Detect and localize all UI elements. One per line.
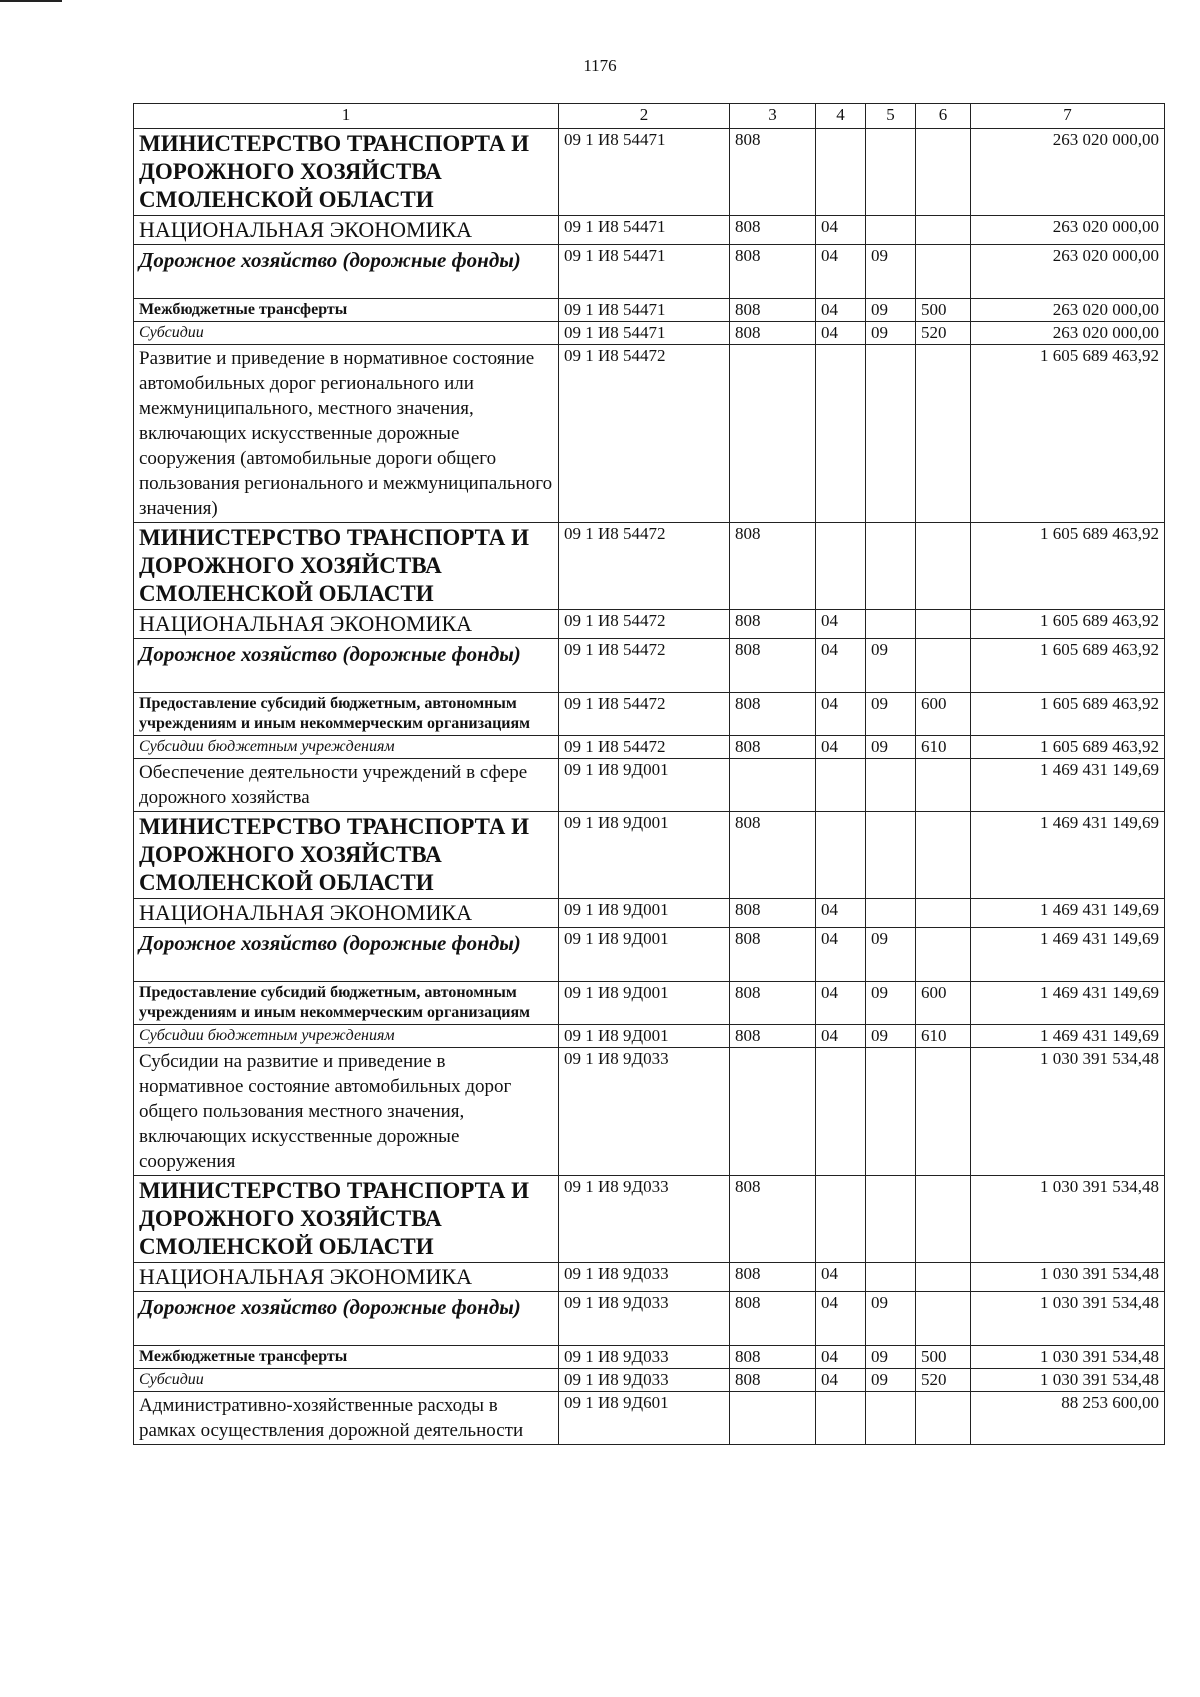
target-code-cell: 09 1 И8 54472: [559, 610, 730, 639]
row-name-cell: Субсидии: [134, 1369, 559, 1392]
expense-type-cell: 610: [916, 1025, 971, 1048]
subsection-code-cell: 09: [866, 982, 916, 1025]
expense-type-cell: [916, 345, 971, 523]
ministry-code-cell: 808: [730, 1176, 816, 1263]
ministry-code-cell: 808: [730, 1292, 816, 1346]
row-name-cell: Субсидии на развитие и приведение в нормативное состояние автомобильных дорог общего пользования местного значения, включающих искусственные дорожные сооружения: [134, 1048, 559, 1176]
target-code-cell: 09 1 И8 9Д001: [559, 812, 730, 899]
row-name-cell: Дорожное хозяйство (дорожные фонды): [134, 245, 559, 299]
subsection-code-cell: 09: [866, 299, 916, 322]
expense-type-cell: [916, 812, 971, 899]
subsection-code-cell: [866, 129, 916, 216]
expense-type-cell: [916, 610, 971, 639]
ministry-code-cell: 808: [730, 982, 816, 1025]
subsection-code-cell: [866, 759, 916, 812]
expense-type-cell: [916, 129, 971, 216]
subsection-code-cell: 09: [866, 1346, 916, 1369]
table-row: [134, 1392, 1165, 1445]
ministry-code-cell: 808: [730, 322, 816, 345]
expense-type-cell: 600: [916, 693, 971, 736]
scan-edge-mark: [0, 0, 62, 2]
table-row: [134, 322, 1165, 345]
table-row: [134, 1263, 1165, 1292]
column-number-row: [134, 104, 1165, 129]
target-code-cell: 09 1 И8 9Д001: [559, 928, 730, 982]
table-row: [134, 736, 1165, 759]
section-code-cell: 04: [816, 693, 866, 736]
subsection-code-cell: 09: [866, 1369, 916, 1392]
subsection-code-cell: [866, 1048, 916, 1176]
subsection-code-cell: [866, 899, 916, 928]
expense-type-cell: [916, 1292, 971, 1346]
amount-cell: 1 469 431 149,69: [971, 982, 1165, 1025]
ministry-code-cell: [730, 345, 816, 523]
expense-type-cell: 520: [916, 322, 971, 345]
row-name-cell: МИНИСТЕРСТВО ТРАНСПОРТА И ДОРОЖНОГО ХОЗЯЙСТВА СМОЛЕНСКОЙ ОБЛАСТИ: [134, 812, 559, 899]
column-header: 1: [134, 104, 559, 129]
ministry-code-cell: 808: [730, 1369, 816, 1392]
amount-cell: 263 020 000,00: [971, 245, 1165, 299]
expense-type-cell: 600: [916, 982, 971, 1025]
table-row: [134, 693, 1165, 736]
row-name-cell: Дорожное хозяйство (дорожные фонды): [134, 1292, 559, 1346]
column-header: 2: [559, 104, 730, 129]
section-code-cell: 04: [816, 1292, 866, 1346]
table-row: [134, 759, 1165, 812]
table-row: [134, 928, 1165, 982]
section-code-cell: 04: [816, 639, 866, 693]
column-header: 5: [866, 104, 916, 129]
subsection-code-cell: [866, 523, 916, 610]
target-code-cell: 09 1 И8 9Д033: [559, 1346, 730, 1369]
row-name-cell: НАЦИОНАЛЬНАЯ ЭКОНОМИКА: [134, 899, 559, 928]
amount-cell: 1 030 391 534,48: [971, 1176, 1165, 1263]
row-name-cell: Предоставление субсидий бюджетным, автономным учреждениям и иным некоммерческим организациям: [134, 693, 559, 736]
target-code-cell: 09 1 И8 54472: [559, 523, 730, 610]
row-name-cell: Межбюджетные трансферты: [134, 1346, 559, 1369]
column-header: 7: [971, 104, 1165, 129]
ministry-code-cell: 808: [730, 523, 816, 610]
amount-cell: 263 020 000,00: [971, 216, 1165, 245]
row-name-cell: МИНИСТЕРСТВО ТРАНСПОРТА И ДОРОЖНОГО ХОЗЯЙСТВА СМОЛЕНСКОЙ ОБЛАСТИ: [134, 1176, 559, 1263]
target-code-cell: 09 1 И8 54471: [559, 216, 730, 245]
row-name-cell: Административно-хозяйственные расходы в рамках осуществления дорожной деятельности: [134, 1392, 559, 1445]
subsection-code-cell: 09: [866, 322, 916, 345]
row-name-cell: Межбюджетные трансферты: [134, 299, 559, 322]
subsection-code-cell: 09: [866, 928, 916, 982]
amount-cell: 1 605 689 463,92: [971, 693, 1165, 736]
amount-cell: 1 605 689 463,92: [971, 523, 1165, 610]
row-name-cell: Субсидии бюджетным учреждениям: [134, 736, 559, 759]
section-code-cell: 04: [816, 610, 866, 639]
table-row: [134, 610, 1165, 639]
table-row: [134, 299, 1165, 322]
amount-cell: 1 605 689 463,92: [971, 610, 1165, 639]
subsection-code-cell: 09: [866, 1025, 916, 1048]
target-code-cell: 09 1 И8 54472: [559, 693, 730, 736]
section-code-cell: [816, 1176, 866, 1263]
target-code-cell: 09 1 И8 54472: [559, 345, 730, 523]
column-header: 4: [816, 104, 866, 129]
table-row: [134, 129, 1165, 216]
section-code-cell: 04: [816, 245, 866, 299]
ministry-code-cell: 808: [730, 812, 816, 899]
subsection-code-cell: [866, 216, 916, 245]
ministry-code-cell: 808: [730, 129, 816, 216]
table-row: [134, 345, 1165, 523]
amount-cell: 1 605 689 463,92: [971, 736, 1165, 759]
target-code-cell: 09 1 И8 9Д033: [559, 1048, 730, 1176]
section-code-cell: 04: [816, 322, 866, 345]
table-row: [134, 245, 1165, 299]
target-code-cell: 09 1 И8 9Д001: [559, 759, 730, 812]
subsection-code-cell: [866, 610, 916, 639]
expense-type-cell: [916, 639, 971, 693]
expense-type-cell: [916, 1263, 971, 1292]
section-code-cell: 04: [816, 1346, 866, 1369]
expense-type-cell: [916, 928, 971, 982]
target-code-cell: 09 1 И8 54471: [559, 299, 730, 322]
table-row: [134, 1292, 1165, 1346]
target-code-cell: 09 1 И8 54472: [559, 639, 730, 693]
row-name-cell: Обеспечение деятельности учреждений в сфере дорожного хозяйства: [134, 759, 559, 812]
ministry-code-cell: [730, 1392, 816, 1445]
subsection-code-cell: [866, 1263, 916, 1292]
expense-type-cell: [916, 523, 971, 610]
expense-type-cell: 500: [916, 299, 971, 322]
expense-type-cell: 500: [916, 1346, 971, 1369]
row-name-cell: Дорожное хозяйство (дорожные фонды): [134, 639, 559, 693]
amount-cell: 1 469 431 149,69: [971, 812, 1165, 899]
subsection-code-cell: 09: [866, 693, 916, 736]
expense-type-cell: [916, 1176, 971, 1263]
ministry-code-cell: 808: [730, 1025, 816, 1048]
expense-type-cell: [916, 759, 971, 812]
target-code-cell: 09 1 И8 9Д001: [559, 982, 730, 1025]
table-row: [134, 899, 1165, 928]
target-code-cell: 09 1 И8 9Д033: [559, 1263, 730, 1292]
target-code-cell: 09 1 И8 54471: [559, 245, 730, 299]
subsection-code-cell: [866, 1176, 916, 1263]
section-code-cell: [816, 345, 866, 523]
table-row: [134, 812, 1165, 899]
table-row: [134, 523, 1165, 610]
ministry-code-cell: 808: [730, 1263, 816, 1292]
row-name-cell: Субсидии: [134, 322, 559, 345]
row-name-cell: НАЦИОНАЛЬНАЯ ЭКОНОМИКА: [134, 610, 559, 639]
subsection-code-cell: 09: [866, 245, 916, 299]
subsection-code-cell: 09: [866, 736, 916, 759]
section-code-cell: 04: [816, 982, 866, 1025]
amount-cell: 1 469 431 149,69: [971, 1025, 1165, 1048]
subsection-code-cell: [866, 1392, 916, 1445]
section-code-cell: 04: [816, 1025, 866, 1048]
amount-cell: 1 030 391 534,48: [971, 1369, 1165, 1392]
expense-type-cell: [916, 1048, 971, 1176]
amount-cell: 263 020 000,00: [971, 322, 1165, 345]
ministry-code-cell: 808: [730, 736, 816, 759]
table-row: [134, 216, 1165, 245]
target-code-cell: 09 1 И8 9Д001: [559, 1025, 730, 1048]
row-name-cell: МИНИСТЕРСТВО ТРАНСПОРТА И ДОРОЖНОГО ХОЗЯЙСТВА СМОЛЕНСКОЙ ОБЛАСТИ: [134, 523, 559, 610]
budget-table-body: [134, 104, 1165, 1445]
expense-type-cell: 610: [916, 736, 971, 759]
table-row: [134, 1025, 1165, 1048]
table-row: [134, 1176, 1165, 1263]
row-name-cell: НАЦИОНАЛЬНАЯ ЭКОНОМИКА: [134, 216, 559, 245]
section-code-cell: 04: [816, 1263, 866, 1292]
ministry-code-cell: [730, 759, 816, 812]
ministry-code-cell: 808: [730, 1346, 816, 1369]
column-header: 3: [730, 104, 816, 129]
target-code-cell: 09 1 И8 9Д601: [559, 1392, 730, 1445]
table-row: [134, 639, 1165, 693]
expense-type-cell: [916, 216, 971, 245]
amount-cell: 1 030 391 534,48: [971, 1292, 1165, 1346]
amount-cell: 1 605 689 463,92: [971, 345, 1165, 523]
table-row: [134, 1369, 1165, 1392]
target-code-cell: 09 1 И8 9Д001: [559, 899, 730, 928]
amount-cell: 1 605 689 463,92: [971, 639, 1165, 693]
ministry-code-cell: 808: [730, 299, 816, 322]
section-code-cell: [816, 523, 866, 610]
ministry-code-cell: 808: [730, 610, 816, 639]
expense-type-cell: [916, 899, 971, 928]
ministry-code-cell: 808: [730, 899, 816, 928]
section-code-cell: [816, 759, 866, 812]
target-code-cell: 09 1 И8 54471: [559, 129, 730, 216]
ministry-code-cell: 808: [730, 216, 816, 245]
amount-cell: 88 253 600,00: [971, 1392, 1165, 1445]
table-row: [134, 982, 1165, 1025]
table-row: [134, 1346, 1165, 1369]
subsection-code-cell: [866, 345, 916, 523]
section-code-cell: 04: [816, 736, 866, 759]
ministry-code-cell: 808: [730, 245, 816, 299]
row-name-cell: НАЦИОНАЛЬНАЯ ЭКОНОМИКА: [134, 1263, 559, 1292]
target-code-cell: 09 1 И8 9Д033: [559, 1176, 730, 1263]
expense-type-cell: 520: [916, 1369, 971, 1392]
target-code-cell: 09 1 И8 9Д033: [559, 1292, 730, 1346]
row-name-cell: Дорожное хозяйство (дорожные фонды): [134, 928, 559, 982]
subsection-code-cell: [866, 812, 916, 899]
section-code-cell: 04: [816, 928, 866, 982]
section-code-cell: [816, 812, 866, 899]
row-name-cell: Субсидии бюджетным учреждениям: [134, 1025, 559, 1048]
amount-cell: 263 020 000,00: [971, 299, 1165, 322]
section-code-cell: 04: [816, 1369, 866, 1392]
ministry-code-cell: [730, 1048, 816, 1176]
section-code-cell: [816, 129, 866, 216]
section-code-cell: 04: [816, 299, 866, 322]
section-code-cell: [816, 1048, 866, 1176]
page-number: 1176: [583, 56, 617, 75]
target-code-cell: 09 1 И8 54472: [559, 736, 730, 759]
amount-cell: 263 020 000,00: [971, 129, 1165, 216]
section-code-cell: 04: [816, 216, 866, 245]
row-name-cell: МИНИСТЕРСТВО ТРАНСПОРТА И ДОРОЖНОГО ХОЗЯЙСТВА СМОЛЕНСКОЙ ОБЛАСТИ: [134, 129, 559, 216]
amount-cell: 1 030 391 534,48: [971, 1048, 1165, 1176]
section-code-cell: [816, 1392, 866, 1445]
amount-cell: 1 030 391 534,48: [971, 1346, 1165, 1369]
ministry-code-cell: 808: [730, 693, 816, 736]
column-header: 6: [916, 104, 971, 129]
table-row: [134, 1048, 1165, 1176]
amount-cell: 1 469 431 149,69: [971, 928, 1165, 982]
amount-cell: 1 469 431 149,69: [971, 899, 1165, 928]
section-code-cell: 04: [816, 899, 866, 928]
subsection-code-cell: 09: [866, 639, 916, 693]
ministry-code-cell: 808: [730, 639, 816, 693]
ministry-code-cell: 808: [730, 928, 816, 982]
row-name-cell: Развитие и приведение в нормативное состояние автомобильных дорог регионального или межмуниципального, местного значения, включающих искусственные дорожные сооружения (автомобильные дороги общего пользования регионального и межмуниципального значения): [134, 345, 559, 523]
amount-cell: 1 030 391 534,48: [971, 1263, 1165, 1292]
target-code-cell: 09 1 И8 54471: [559, 322, 730, 345]
row-name-cell: Предоставление субсидий бюджетным, автономным учреждениям и иным некоммерческим организациям: [134, 982, 559, 1025]
target-code-cell: 09 1 И8 9Д033: [559, 1369, 730, 1392]
subsection-code-cell: 09: [866, 1292, 916, 1346]
expense-type-cell: [916, 1392, 971, 1445]
budget-table: [133, 103, 1165, 1445]
amount-cell: 1 469 431 149,69: [971, 759, 1165, 812]
expense-type-cell: [916, 245, 971, 299]
